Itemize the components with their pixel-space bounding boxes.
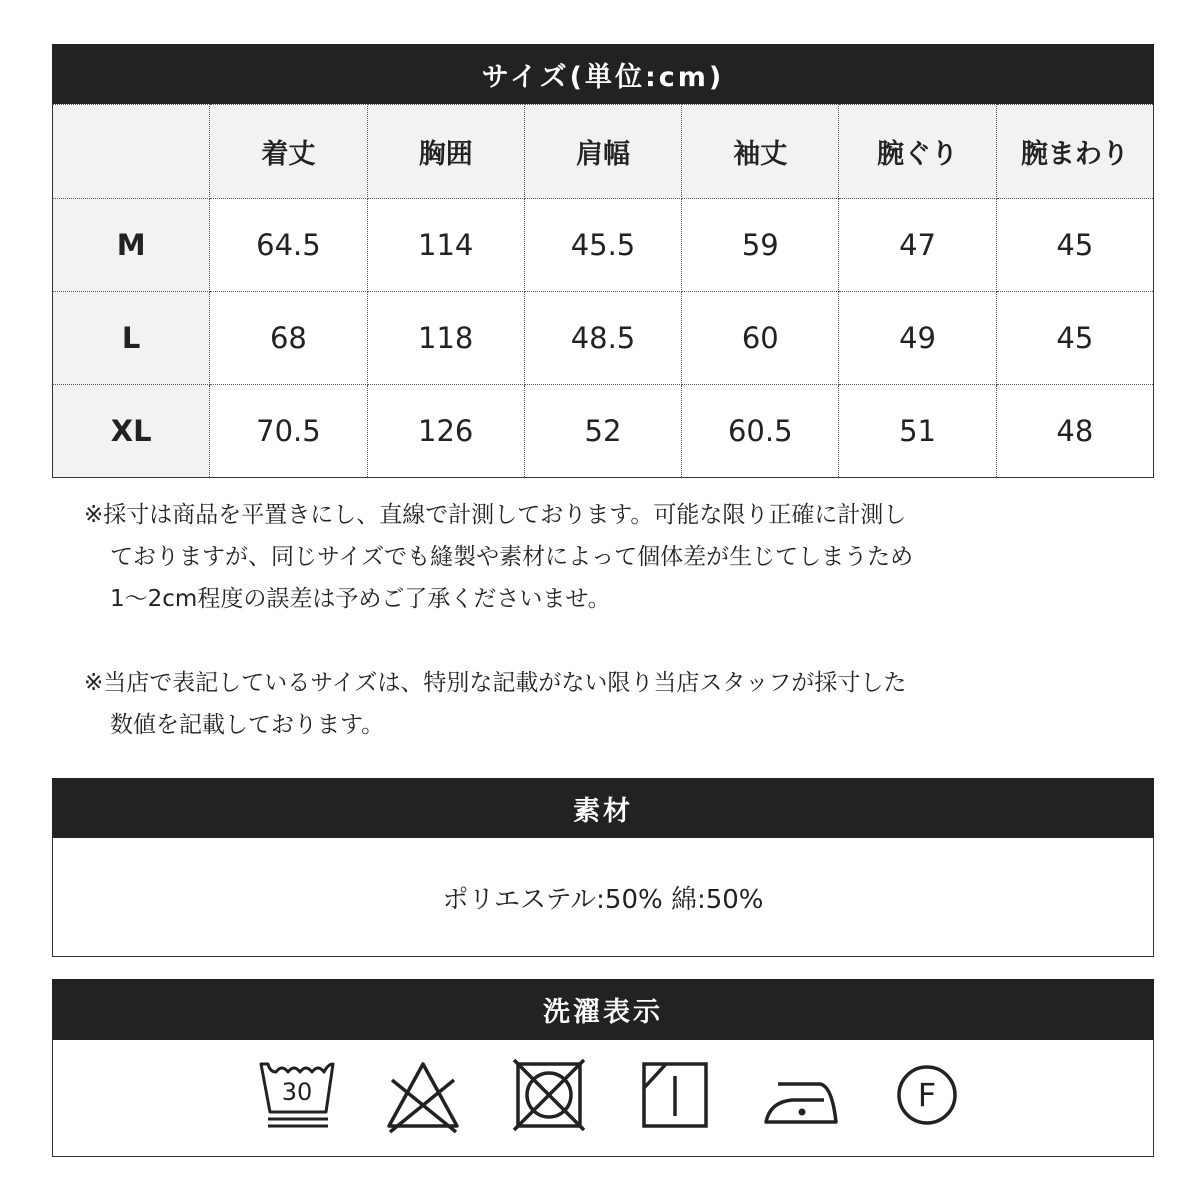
wash-temperature: 30 [281, 1078, 313, 1106]
table-cell: 60.5 [682, 385, 839, 478]
table-row [53, 199, 1154, 292]
dryclean-letter: F [917, 1076, 937, 1114]
no-tumble-dry-icon [510, 1056, 588, 1134]
line-dry-shade-icon [636, 1056, 714, 1134]
table-cell: 48.5 [524, 292, 681, 385]
table-row [53, 292, 1154, 385]
table-cell: 118 [367, 292, 524, 385]
material-text: ポリエステル:50% 綿:50% [442, 884, 764, 915]
table-header-row [53, 105, 1154, 199]
table-cell: 45.5 [524, 199, 681, 292]
size-table [52, 104, 1154, 478]
table-cell: 45 [996, 199, 1153, 292]
table-cell: 45 [996, 292, 1153, 385]
size-label: L [53, 292, 210, 385]
table-row [53, 385, 1154, 478]
size-section-header [52, 44, 1154, 104]
table-cell: 64.5 [210, 199, 367, 292]
material-section-header [52, 778, 1154, 838]
material-box [52, 838, 1154, 957]
size-source-note [84, 662, 906, 746]
note-line: ※採寸は商品を平置きにし、直線で計測しております。可能な限り正確に計測し [84, 502, 907, 528]
column-header-length: 着丈 [210, 105, 367, 199]
column-header-sleeve: 袖丈 [682, 105, 839, 199]
size-section-title: サイズ(単位:cm) [481, 61, 725, 93]
size-label: XL [53, 385, 210, 478]
table-cell: 114 [367, 199, 524, 292]
care-box [52, 1040, 1154, 1157]
table-cell: 47 [839, 199, 996, 292]
column-header-armhole: 腕ぐり [839, 105, 996, 199]
column-header-shoulder: 肩幅 [524, 105, 681, 199]
dry-clean-f-icon [888, 1056, 966, 1134]
care-icons [258, 1056, 966, 1134]
measurement-note [84, 494, 913, 620]
iron-low-icon [762, 1056, 840, 1134]
table-cell: 126 [367, 385, 524, 478]
table-cell: 70.5 [210, 385, 367, 478]
material-section-title: 素材 [573, 795, 633, 827]
table-cell: 48 [996, 385, 1153, 478]
note-line: 1〜2cm程度の誤差は予めご了承くださいませ。 [110, 586, 611, 612]
care-section-header [52, 979, 1154, 1040]
no-bleach-icon [384, 1056, 462, 1134]
table-cell: 68 [210, 292, 367, 385]
column-header-arm-circumference: 腕まわり [996, 105, 1153, 199]
note-line: 数値を記載しております。 [110, 712, 385, 738]
table-corner-cell [53, 105, 210, 199]
note-line: ておりますが、同じサイズでも縫製や素材によって個体差が生じてしまうため [110, 544, 914, 570]
note-line: ※当店で表記しているサイズは、特別な記載がない限り当店スタッフが採寸した [84, 670, 907, 696]
table-cell: 51 [839, 385, 996, 478]
table-cell: 49 [839, 292, 996, 385]
column-header-chest: 胸囲 [367, 105, 524, 199]
table-cell: 60 [682, 292, 839, 385]
care-section-title: 洗濯表示 [543, 997, 663, 1028]
size-label: M [53, 199, 210, 292]
wash-30-gentle-icon [258, 1056, 336, 1134]
table-cell: 52 [524, 385, 681, 478]
table-cell: 59 [682, 199, 839, 292]
